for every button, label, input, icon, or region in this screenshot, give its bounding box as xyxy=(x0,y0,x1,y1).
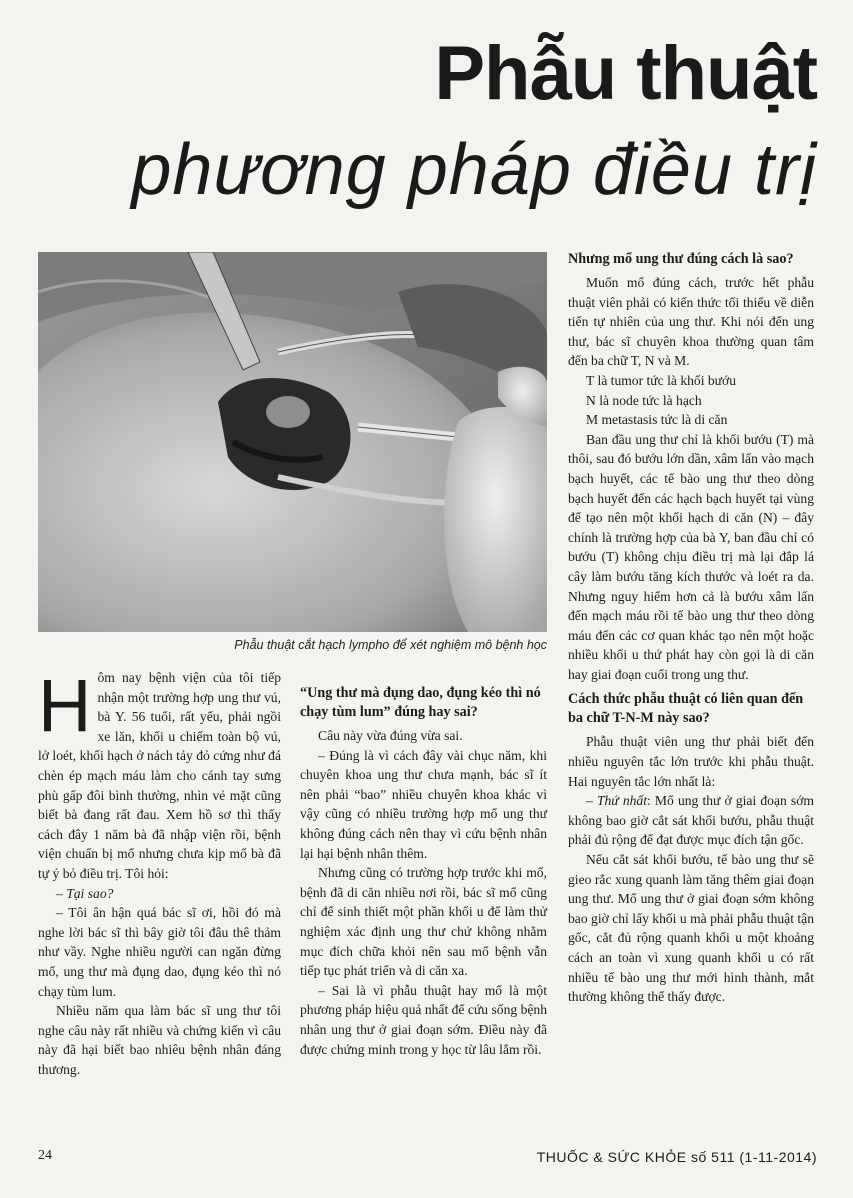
paragraph: Nếu cắt sát khối bướu, tế bào ung thư sẽ gieo rắc xung quanh làm tăng thêm giai đoạn ung thư. Mổ ung thư ở giai đoạn sớm không bao giờ chỉ lấy khối u mà phải phẫu thuật tận gốc, cắt đủ rộng quanh khối u một khoảng cách an toàn vì xung quanh khối u có rất nhiều tế bào ung thư mới hình thành, mắt thường không thể thấy được. xyxy=(568,852,814,1005)
paragraph: Nhiều năm qua làm bác sĩ ung thư tôi nghe câu này rất nhiều và chứng kiến vì câu này đã hại biết bao nhiêu bệnh nhân đáng thương. xyxy=(38,1003,281,1077)
tnm-line-m: M metastasis tức là di căn xyxy=(586,412,728,428)
paragraph: – Đúng là vì cách đây vài chục năm, khi chuyên khoa ung thư chưa mạnh, bác sĩ ít nên phải “bao” nhiều chuyên khoa khác vì vậy cũng có nhiều trường hợp mổ ung thư không đúng cách nên thay vì cứu bệnh nhân lại hại bệnh nhân thêm. xyxy=(300,747,547,861)
tnm-line-n: N là node tức là hạch xyxy=(586,392,702,408)
page-title-line2: phương pháp điều trị xyxy=(131,130,817,210)
article-column-1 xyxy=(38,664,281,1079)
paragraph: Ban đầu ung thư chỉ là khối bướu (T) mà thôi, sau đó bướu lớn dần, xâm lấn vào mạch bạch huyết, các tế bào ung thư theo dòng bạch huyết đến các hạch bạch huyết tại vùng để tạo nên một khối hạch di căn (N) – đây chính là trường hợp của bà Y, ban đầu chỉ có bướu (T) không chịu điều trị mà lại đắp lá cây làm bướu tăng kích thước và loét ra da. Nhưng nguy hiểm hơn cả là bướu xâm lấn đến mạch máu rồi tế bào ung thư theo dòng máu đến các cơ quan khác tạo nên một hoặc nhiều khối u thứ phát hay còn gọi là di căn hay giai đoạn cuối trong ung thư. xyxy=(568,431,814,682)
page-number: 24 xyxy=(38,1148,52,1163)
section-heading: Cách thức phẫu thuật có liên quan đến ba chữ T-N-M này sao? xyxy=(568,691,804,727)
photo-caption: Phẫu thuật cắt hạch lympho để xét nghiệm mô bệnh học xyxy=(234,638,547,652)
surgery-photo xyxy=(38,252,547,632)
section-heading: “Ung thư mà đụng dao, đụng kéo thì nó chạy tùm lum” đúng hay sai? xyxy=(300,685,541,720)
paragraph: Nhưng cũng có trường hợp trước khi mổ, bệnh đã di căn nhiều nơi rồi, bác sĩ mổ cũng chỉ để sinh thiết một phần khối u để làm thử nghiệm xác định ung thư chứ không nhằm mục đích chữa khỏi nên sau mổ bệnh vẫn tiếp tục phát triển và di căn xa. xyxy=(300,865,547,979)
article-column-2 xyxy=(300,684,547,1059)
paragraph: – Tại sao? xyxy=(56,885,114,901)
section-heading: Nhưng mổ ung thư đúng cách là sao? xyxy=(568,251,794,267)
article-column-3 xyxy=(568,250,814,1007)
page-title-line1: Phẫu thuật xyxy=(434,31,817,116)
paragraph: – Thứ nhất: Mổ ung thư ở giai đoạn sớm không bao giờ cắt sát khối bướu, phẫu thuật phải đủ rộng để đạt được mục đích tận gốc. xyxy=(568,793,814,848)
tnm-line-t: T là tumor tức là khối bướu xyxy=(586,372,737,388)
emphasis: Thứ nhất xyxy=(596,793,648,809)
paragraph: – Sai là vì phẫu thuật hay mổ là một phương pháp hiệu quả nhất để cứu sống bệnh nhân ung thư ở giai đoạn sớm. Điều này đã được chứng minh trong y học từ lâu lắm rồi. xyxy=(300,982,547,1057)
paragraph: Muốn mổ đúng cách, trước hết phẫu thuật viên phải có kiến thức tối thiểu về diễn tiến tự nhiên của ung thư. Khi nói đến ung thư, bác sĩ chuyên khoa thường quan tâm đến ba chữ T, N và M. xyxy=(568,275,814,369)
drop-cap: H xyxy=(38,664,92,747)
paragraph: Phẫu thuật viên ung thư phải biết đến nhiều nguyên tắc lớn trước khi phẫu thuật. Hai nguyên tắc lớn nhất là: xyxy=(568,734,814,789)
paragraph: ôm nay bệnh viện của tôi tiếp nhận một trường hợp ung thư vú, bà Y. 56 tuổi, rất yếu, phải ngồi xe lăn, khối u chiếm toàn bộ vú, lở loét, khối hạch ở nách tảy đỏ cứng như đá chèn ép mạch máu làm cho cánh tay sưng phù gấp đôi bình thường, nhìn vẻ mặt cũng biết bà đang rất đau. Xem hồ sơ thì thấy cách đây 1 năm bà đã nhập viện rồi, bệnh viện chuẩn bị mổ nhưng chưa kịp mổ bà đã tự ý bỏ điều trị. Tôi hỏi: xyxy=(38,670,281,881)
magazine-footer: THUỐC & SỨC KHỎE số 511 (1-11-2014) xyxy=(536,1149,817,1165)
paragraph: Câu này vừa đúng vừa sai. xyxy=(318,728,463,743)
paragraph: – Tôi ân hận quá bác sĩ ơi, hồi đó mà nghe lời bác sĩ thì bây giờ tôi đâu thê thảm như vầy. Nghe nhiều người can ngăn đừng mổ, ung thư mà đụng dao, đụng kéo thì nó chạy tùm lum. xyxy=(38,905,281,999)
